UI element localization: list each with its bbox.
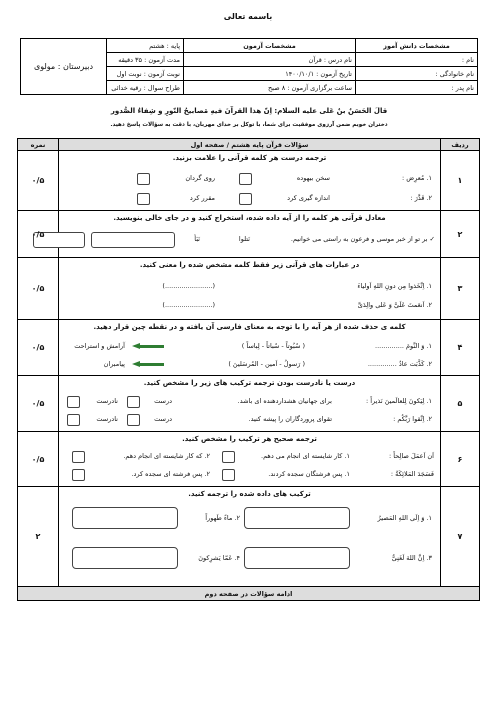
question-score: ۰/۵ bbox=[18, 376, 59, 432]
option-text: ۲. که کار شایسته ای انجام دهم. bbox=[123, 452, 210, 460]
translation-box[interactable] bbox=[72, 507, 178, 529]
student-name-field[interactable]: نام : bbox=[356, 53, 478, 67]
option-text: اندازه گیری کرد bbox=[287, 194, 330, 202]
father-name-field[interactable]: نام پدر : bbox=[356, 81, 478, 95]
question-row bbox=[18, 432, 480, 487]
left-arrow-icon bbox=[132, 343, 164, 350]
question-score: ۲ bbox=[18, 487, 59, 587]
question-body bbox=[59, 151, 441, 211]
question-body bbox=[59, 487, 441, 587]
question-number: ۱ bbox=[441, 151, 480, 211]
meaning-text: آرامش و استراحت bbox=[74, 342, 125, 350]
question-row bbox=[18, 258, 480, 320]
translation-box[interactable] bbox=[72, 547, 178, 569]
answer-blank[interactable]: (.......................) bbox=[162, 301, 215, 309]
question-number: ۶ bbox=[441, 432, 480, 487]
exam-turn: نوبت آزمون : نوبت اول bbox=[107, 67, 184, 81]
question-title: درست یا نادرست بودن ترجمه ترکیب های زیر را مشخص کنید. bbox=[143, 379, 356, 387]
question-body bbox=[59, 258, 441, 320]
question-row bbox=[18, 487, 480, 587]
true-label: درست bbox=[154, 415, 172, 423]
true-checkbox[interactable] bbox=[127, 396, 140, 408]
verse-text: ۱. اِتَّخَذوا مِن دونِ اللهِ اَولیاءَ bbox=[357, 282, 432, 290]
question-number: ۳ bbox=[441, 258, 480, 320]
verse-text: فَسَجَدَ المَلائِکَةُ : bbox=[390, 470, 434, 478]
question-row bbox=[18, 151, 480, 211]
grade: پایه : هشتم bbox=[107, 39, 184, 53]
question-number: ۷ bbox=[441, 487, 480, 587]
translation-text: تقوای پروردگاران را پیشه کنید. bbox=[248, 415, 332, 423]
phrase-text: ۴. عَمّا یَشرِکونَ bbox=[198, 554, 240, 562]
question-body bbox=[59, 376, 441, 432]
duration: مدت آزمون : ۳۵ دقیقه bbox=[107, 53, 184, 67]
question-title: ترجمه صحیح هر ترکیب را مشخص کنید. bbox=[182, 435, 317, 443]
student-info-heading: مشخصات دانش آموز bbox=[356, 39, 478, 53]
question-score: ۰/۵ bbox=[18, 211, 59, 258]
translation-box[interactable] bbox=[244, 547, 350, 569]
verse-text: ۲. اَنعَمتَ عَلَیَّ وَ عَلی والِدَیَّ bbox=[357, 301, 432, 309]
exam-date: تاریخ آزمون : ۱۴۰۰/۱۰/۱ bbox=[184, 67, 356, 81]
continued-footer: ادامه سؤالات در صفحه دوم bbox=[18, 587, 480, 601]
phrase-text: ۱. وَ اِلَی اللهِ المَصیرُ bbox=[377, 514, 432, 522]
translation-text: برای جهانیان هشداردهنده ای باشد. bbox=[237, 397, 332, 405]
greeting-text: دختران خوبم ضمن آرزوی موفقیت برای شما، با توکل بر خدای مهربان، با دقت به سؤالات پاسخ دهید. bbox=[110, 122, 388, 128]
question-title: ترکیب های داده شده را ترجمه کنید. bbox=[188, 490, 311, 498]
verse-text: ۱. لِیَکونَ لِلعالَمینَ نَذیراً : bbox=[365, 397, 432, 405]
verse-text: ۱. وَ النَّومَ .............. bbox=[375, 342, 432, 350]
option-checkbox[interactable] bbox=[222, 451, 235, 463]
exam-info-heading: مشخصات آزمون bbox=[184, 39, 356, 53]
true-label: درست bbox=[154, 397, 172, 405]
true-checkbox[interactable] bbox=[127, 414, 140, 426]
option-text: مقرر کرد bbox=[189, 194, 215, 202]
option-checkbox[interactable] bbox=[72, 469, 85, 481]
question-number: ۵ bbox=[441, 376, 480, 432]
false-label: نادرست bbox=[96, 415, 118, 423]
bismillah: باسمه تعالی bbox=[223, 12, 273, 21]
item-label: ۲. قَدَّرَ : bbox=[410, 194, 432, 202]
left-arrow-icon bbox=[132, 361, 164, 368]
option-checkbox[interactable] bbox=[137, 193, 150, 205]
false-label: نادرست bbox=[96, 397, 118, 405]
verse-word: نَتلوا bbox=[238, 235, 250, 243]
answer-box[interactable] bbox=[91, 232, 175, 248]
word-options: ( رَسولُ - اَمین - المُرسَلینَ ) bbox=[228, 360, 305, 368]
question-title: ترجمه درست هر کلمه قرآنی را علامت بزنید. bbox=[172, 154, 327, 162]
header-table bbox=[20, 38, 478, 95]
question-row bbox=[18, 320, 480, 376]
question-body bbox=[59, 320, 441, 376]
question-body bbox=[59, 432, 441, 487]
question-title: در عبارات های قرآنی زیر فقط کلمه مشخص شده را معنی کنید. bbox=[139, 261, 360, 269]
question-row bbox=[18, 211, 480, 258]
question-score: ۰/۵ bbox=[18, 432, 59, 487]
option-text: ۲. پس فرشته ای سجده کرد. bbox=[131, 470, 210, 478]
hadith-quote: قالَ الحَسَنُ بنُ عَلی علیه السلام: اِنّ هذا القرآنَ فیهِ مَصابیحُ النّورِ و شِفاءُ الصُّدور bbox=[110, 107, 388, 115]
student-family-field[interactable]: نام خانوادگی : bbox=[356, 67, 478, 81]
answer-blank[interactable]: (.......................) bbox=[162, 282, 215, 290]
meaning-text: پیامبران bbox=[103, 360, 125, 368]
question-number: ۲ bbox=[441, 211, 480, 258]
score-column-header: نمره bbox=[18, 139, 59, 151]
option-checkbox[interactable] bbox=[239, 173, 252, 185]
subject: نام درس : قرآن bbox=[184, 53, 356, 67]
question-number: ۴ bbox=[441, 320, 480, 376]
phrase-text: ۳. اِنَّ اللهَ لَغَنِیٌّ bbox=[391, 554, 432, 562]
question-body bbox=[59, 211, 441, 258]
school-name: دبیرستان : مولوی bbox=[21, 39, 107, 95]
option-text: ۱. کار شایسته ای انجام می دهم. bbox=[261, 452, 350, 460]
question-score: ۰/۵ bbox=[18, 151, 59, 211]
item-label: ۱. مُعرِض : bbox=[402, 174, 432, 182]
questions-column-header: سؤالات قرآن پایه هشتم / صفحه اول bbox=[59, 139, 441, 151]
questions-table bbox=[17, 138, 480, 601]
question-title: معادل قرآنی هر کلمه را از آیه داده شده، استخراج کنید و در جای خالی بنویسید. bbox=[113, 214, 386, 222]
question-score: ۰/۵ bbox=[18, 320, 59, 376]
verse-sentence: ✓ بر تو از خبر موسی و فرعون به راستی می خوانیم. bbox=[290, 235, 435, 243]
option-checkbox[interactable] bbox=[72, 451, 85, 463]
question-title: کلمه ی حذف شده از هر آیه را با توجه به معنای فارسی آن یافته و در نقطه چین قرار دهید. bbox=[93, 323, 406, 331]
phrase-text: ۲. ماءً طَهوراً bbox=[205, 514, 240, 522]
option-text: سخن بیهوده bbox=[296, 174, 330, 182]
question-score: ۰/۵ bbox=[18, 258, 59, 320]
option-text: ۱. پس فرشتگان سجده کردند. bbox=[268, 470, 350, 478]
false-checkbox[interactable] bbox=[67, 396, 80, 408]
exam-time: ساعت برگزاری آزمون : ۸ صبح bbox=[184, 81, 356, 95]
option-checkbox[interactable] bbox=[137, 173, 150, 185]
designer: طراح سوال : رقیه خدائی bbox=[107, 81, 184, 95]
option-checkbox[interactable] bbox=[222, 469, 235, 481]
option-text: روی گردان bbox=[185, 174, 215, 182]
option-checkbox[interactable] bbox=[239, 193, 252, 205]
verse-text: ۲. کَذَّبَت عادٌ .............. bbox=[367, 360, 432, 368]
verse-text: ۲. اِتَّقوا رَبَّکُم : bbox=[393, 415, 432, 423]
target-word: نَبَأ bbox=[194, 235, 200, 243]
false-checkbox[interactable] bbox=[67, 414, 80, 426]
translation-box[interactable] bbox=[244, 507, 350, 529]
verse-text: اَن اَعمَلَ صالِحاً : bbox=[389, 452, 434, 460]
word-options: ( سُبُوتاً - سُباتاً - لِباساً ) bbox=[241, 342, 305, 350]
question-row bbox=[18, 376, 480, 432]
row-column-header: ردیف bbox=[441, 139, 480, 151]
